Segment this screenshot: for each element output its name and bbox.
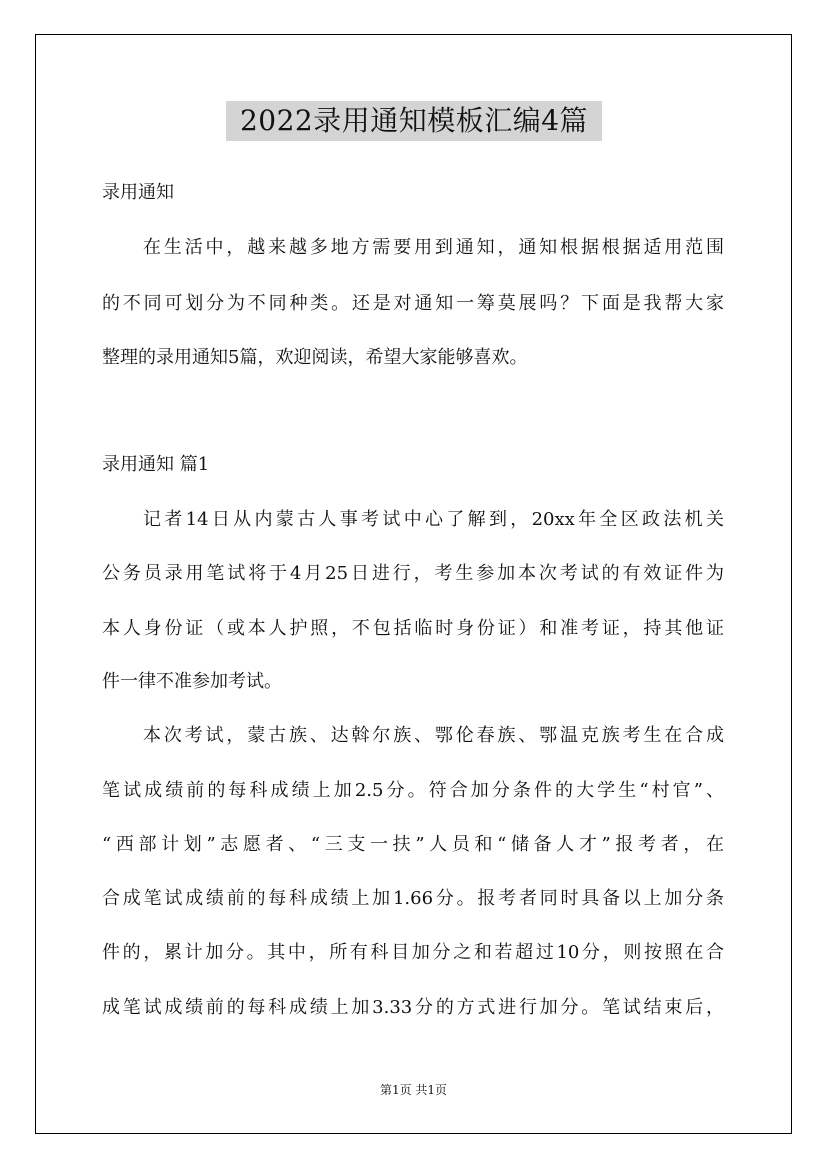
paragraph-line: 件一律不准参加考试。: [102, 671, 282, 692]
paragraph-line: 合成笔试成绩前的每科成绩上加1.66分。报考者同时具备以上加分条: [102, 888, 724, 909]
paragraph-line: 在生活中，越来越多地方需要用到通知，通知根据根据适用范围: [143, 237, 724, 258]
section-heading: 录用通知 篇1: [102, 454, 210, 475]
document-title: 2022录用通知模板汇编4篇: [226, 101, 602, 141]
paragraph-line: 的不同可划分为不同种类。还是对通知一筹莫展吗？下面是我帮大家: [102, 293, 724, 314]
paragraph-line: “西部计划”志愿者、“三支一扶”人员和“储备人才”报考者，在: [102, 834, 724, 855]
page-number-footer: 第1页 共1页: [379, 1083, 448, 1097]
paragraph-line: 整理的录用通知5篇，欢迎阅读，希望大家能够喜欢。: [102, 347, 528, 368]
paragraph-line: 笔试成绩前的每科成绩上加2.5分。符合加分条件的大学生“村官”、: [102, 780, 724, 801]
paragraph-line: 公务员录用笔试将于4月25日进行，考生参加本次考试的有效证件为: [102, 563, 724, 584]
paragraph-line: 本人身份证（或本人护照，不包括临时身份证）和准考证，持其他证: [102, 618, 724, 639]
section-heading: 录用通知: [102, 182, 174, 203]
paragraph-line: 件的，累计加分。其中，所有科目加分之和若超过10分，则按照在合: [102, 942, 724, 963]
paragraph-line: 记者14日从内蒙古人事考试中心了解到，20xx年全区政法机关: [143, 509, 724, 530]
paragraph-line: 本次考试，蒙古族、达斡尔族、鄂伦春族、鄂温克族考生在合成: [143, 725, 724, 746]
paragraph-line: 成笔试成绩前的每科成绩上加3.33分的方式进行加分。笔试结束后，: [102, 997, 724, 1018]
